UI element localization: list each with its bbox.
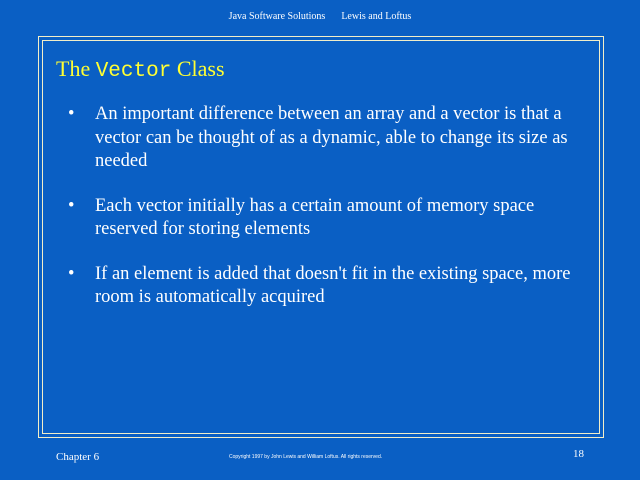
book-title: Java Software Solutions	[228, 11, 326, 22]
bullet-dot: •	[68, 195, 75, 216]
bullet-text: An important difference between an array and a vector is that a vector can be thought of as a dynamic, able to change its size as needed	[95, 104, 568, 171]
bullet-list	[68, 103, 592, 331]
bullet-item	[68, 103, 592, 174]
bullet-item	[68, 195, 592, 242]
bullet-text: If an element is added that doesn't fit in the existing space, more room is automatically acquired	[95, 263, 571, 307]
bullet-dot: •	[68, 104, 75, 124]
authors: Lewis and Loftus	[341, 11, 412, 22]
page-number: 18	[573, 448, 584, 460]
bullet-dot: •	[68, 263, 75, 284]
bullet-text: Each vector initially has a certain amount of memory space reserved for storing elements	[95, 195, 535, 239]
bullet-item	[68, 263, 592, 310]
title-prefix: The	[56, 56, 96, 81]
slide-title	[56, 56, 225, 83]
chapter-label: Chapter 6	[56, 451, 100, 463]
title-code: Vector	[95, 60, 172, 83]
title-suffix: Class	[171, 56, 225, 81]
slide-header	[0, 11, 640, 22]
copyright-notice: Copyright 1997 by John Lewis and William Loftus. All rights reserved.	[229, 454, 383, 460]
